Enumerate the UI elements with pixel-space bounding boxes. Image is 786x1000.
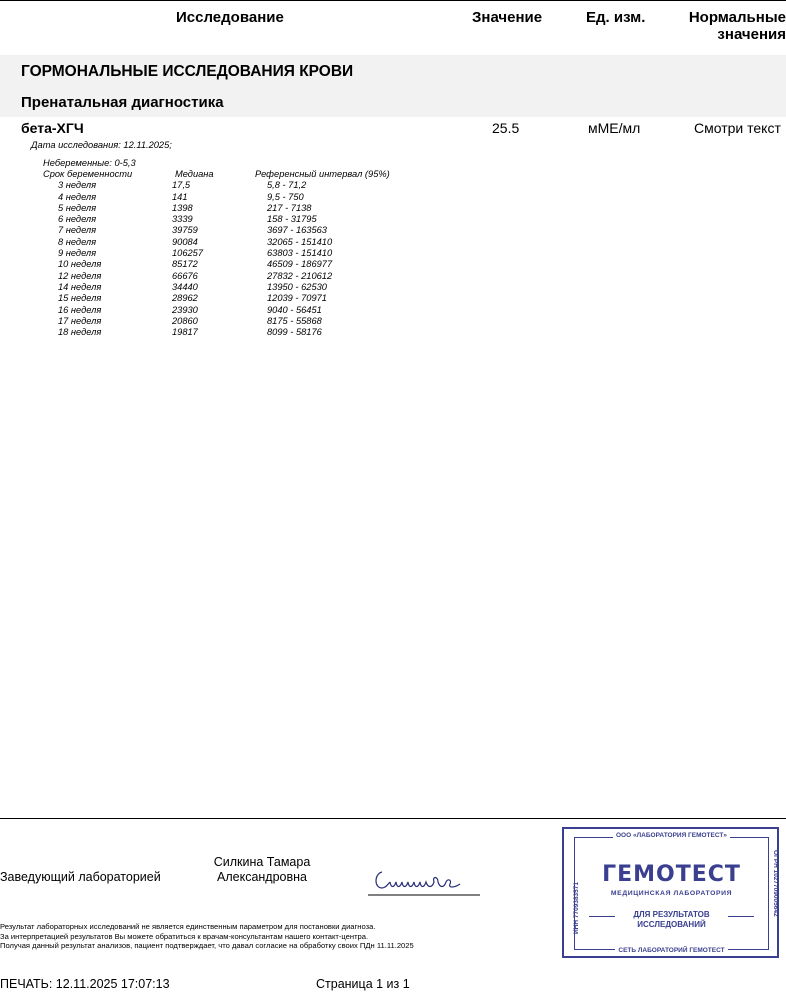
stamp-inn: ИНН 7709383571 xyxy=(573,881,580,934)
ref-median: 34440 xyxy=(172,281,198,292)
column-header-unit: Ед. изм. xyxy=(586,9,646,26)
stamp-top-text xyxy=(575,832,768,839)
stamp-bottom-text xyxy=(575,947,768,954)
ref-term: 9 неделя xyxy=(58,248,97,259)
section-title: ГОРМОНАЛЬНЫЕ ИССЛЕДОВАНИЯ КРОВИ xyxy=(21,63,354,80)
ref-interval: 5,8 - 71,2 xyxy=(267,180,307,191)
ref-interval: 27832 - 210612 xyxy=(267,270,333,281)
print-timestamp: ПЕЧАТЬ: 12.11.2025 17:07:13 xyxy=(0,977,170,991)
ref-median: 1398 xyxy=(172,202,193,213)
ref-interval: 13950 - 62530 xyxy=(267,281,327,292)
signer-role: Заведующий лабораторией xyxy=(0,870,161,884)
column-header-norm xyxy=(688,9,786,43)
ref-interval: 3697 - 163563 xyxy=(267,225,327,236)
ref-median: 20860 xyxy=(172,315,198,326)
study-date: Дата исследования: 12.11.2025; xyxy=(31,140,172,150)
section-subtitle: Пренатальная диагностика xyxy=(21,94,224,111)
disclaimer-line3: Получая данный результат анализов, пациент подтверждает, что давал согласие на обработку своих ПДн 11.11.2025 xyxy=(0,941,414,950)
column-header-value: Значение xyxy=(472,9,543,26)
stamp-subtitle: МЕДИЦИНСКАЯ ЛАБОРАТОРИЯ xyxy=(610,890,733,897)
signer-name-line2: Александровна xyxy=(217,870,307,884)
ref-term: 14 неделя xyxy=(58,281,102,292)
ref-interval: 32065 - 151410 xyxy=(267,236,333,247)
footer-rule xyxy=(0,818,786,819)
ref-term: 7 неделя xyxy=(58,225,97,236)
ref-term: 15 неделя xyxy=(58,293,102,304)
ref-median: 23930 xyxy=(172,304,198,315)
stamp-for-results-line2: ИССЛЕДОВАНИЙ xyxy=(637,920,706,929)
ref-header-interval: Референсный интервал (95%) xyxy=(255,169,390,179)
ref-interval: 8175 - 55868 xyxy=(267,315,322,326)
ref-median: 66676 xyxy=(172,270,198,281)
ref-interval: 12039 - 70971 xyxy=(267,293,327,304)
test-row xyxy=(0,120,786,138)
ref-median: 3339 xyxy=(172,214,193,225)
ref-median: 90084 xyxy=(172,236,198,247)
column-header-norm-line1: Нормальные xyxy=(688,9,786,26)
test-norm: Смотри текст xyxy=(694,120,781,136)
ref-term: 17 неделя xyxy=(58,315,102,326)
ref-term: 6 неделя xyxy=(58,214,97,225)
laboratory-stamp xyxy=(562,827,779,958)
ref-median: 17,5 xyxy=(172,180,191,191)
test-name: бета-ХГЧ xyxy=(21,120,84,136)
ref-median: 141 xyxy=(172,191,188,202)
ref-interval: 217 - 7138 xyxy=(267,202,312,213)
page-number: Страница 1 из 1 xyxy=(316,977,410,991)
ref-interval: 158 - 31795 xyxy=(267,214,317,225)
stamp-top-label: ООО «ЛАБОРАТОРИЯ ГЕМОТЕСТ» xyxy=(613,832,730,839)
ref-term: 18 неделя xyxy=(58,327,102,338)
ref-header-median: Медиана xyxy=(175,169,214,179)
signer-name-line1: Силкина Тамара xyxy=(213,855,311,869)
disclaimer-line1: Результат лабораторных исследований не является единственным параметром для постановки диагноза. xyxy=(0,922,376,931)
stamp-for-results xyxy=(575,910,768,930)
ref-median: 39759 xyxy=(172,225,198,236)
disclaimer-line2: За интерпретацией результатов Вы можете обратиться к врачам-консультантам нашего контакт-центра. xyxy=(0,931,369,941)
test-value: 25.5 xyxy=(492,120,520,136)
ref-interval: 63803 - 151410 xyxy=(267,248,333,259)
test-unit: мМЕ/мл xyxy=(588,120,641,136)
ref-median: 85172 xyxy=(172,259,198,270)
ref-term: 4 неделя xyxy=(58,191,97,202)
ref-median: 106257 xyxy=(172,248,204,259)
ref-interval: 46509 - 186977 xyxy=(267,259,333,270)
ref-term: 10 неделя xyxy=(58,259,102,270)
ref-term: 5 неделя xyxy=(58,202,97,213)
ref-median: 28962 xyxy=(172,293,198,304)
signature-image xyxy=(368,862,483,898)
column-header-study: Исследование xyxy=(176,9,284,26)
ref-term: 12 неделя xyxy=(58,270,102,281)
stamp-bottom-label: СЕТЬ ЛАБОРАТОРИЙ ГЕМОТЕСТ xyxy=(615,947,727,954)
stamp-for-results-line1: ДЛЯ РЕЗУЛЬТАТОВ xyxy=(633,910,710,919)
ref-header-term: Срок беременности xyxy=(43,169,133,179)
disclaimer xyxy=(0,922,414,951)
ref-interval: 8099 - 58176 xyxy=(267,327,322,338)
ref-term: 8 неделя xyxy=(58,236,97,247)
ref-term: 3 неделя xyxy=(58,180,97,191)
signer-name xyxy=(200,855,324,885)
stamp-brand: ГЕМОТЕСТ xyxy=(602,862,741,887)
ref-median: 19817 xyxy=(172,327,198,338)
ref-term: 16 неделя xyxy=(58,304,102,315)
top-rule xyxy=(0,0,786,1)
column-header-norm-line2: значения xyxy=(717,26,786,43)
stamp-ogrn: ОГРН 1027709005642 xyxy=(772,850,779,917)
ref-interval: 9040 - 56451 xyxy=(267,304,322,315)
ref-interval: 9,5 - 750 xyxy=(267,191,304,202)
nonpregnant-range: Небеременные: 0-5,3 xyxy=(43,158,136,168)
stamp-inner-frame xyxy=(573,832,779,954)
